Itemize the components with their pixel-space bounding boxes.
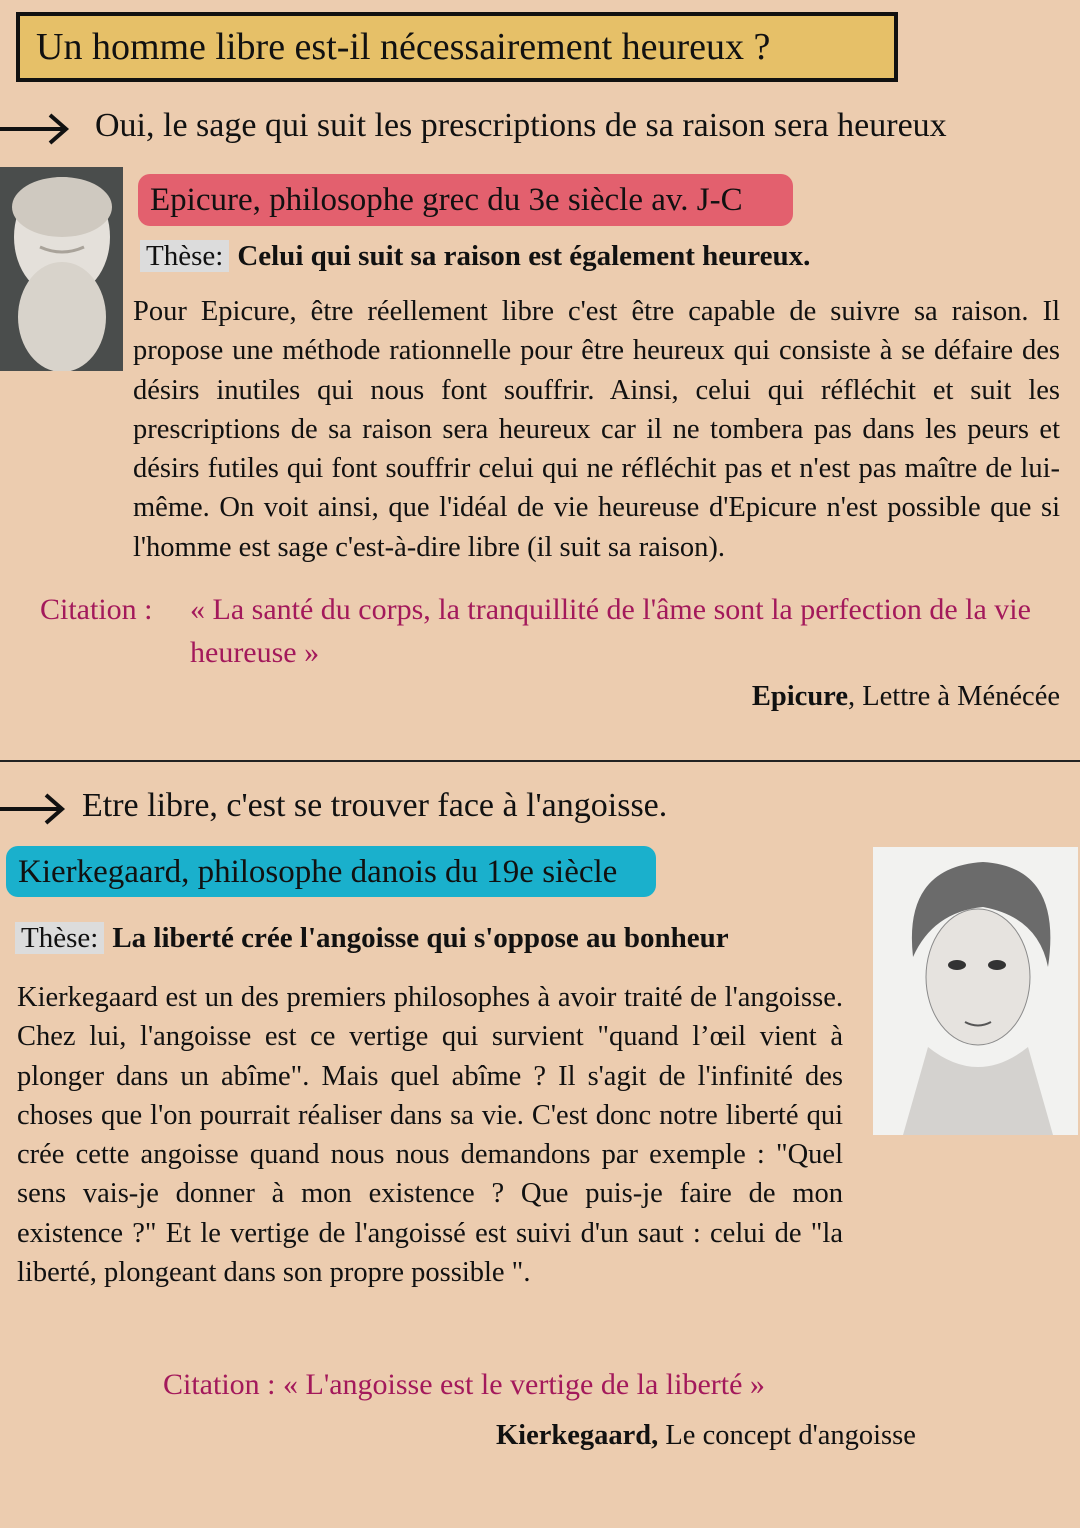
citation-label: Citation : (163, 1368, 276, 1401)
page-title: Un homme libre est-il nécessairement heureux ? (36, 26, 771, 68)
section2-attribution (496, 1418, 916, 1454)
attribution-work: , Lettre à Ménécée (847, 681, 1060, 712)
section2-heading (0, 786, 1080, 830)
these-text: Celui qui suit sa raison est également heureux. (237, 240, 811, 272)
these-tag: Thèse: (15, 922, 104, 954)
section-divider (0, 760, 1080, 762)
section2-body: Kierkegaard est un des premiers philosophes à avoir traité de l'angoisse. Chez lui, l'angoisse est ce vertige qui survient "quand l’œil vient à plonger dans un abîme". Mais quel abîme ? Il s'agit de l'infinité des choses que l'on pourrait réaliser dans sa vie. C'est donc notre liberté qui crée cette angoisse quand nous nous demandons par exemple : "Quel sens vais-je donner à mon existence ? Que puis-je faire de mon existence ?" Et le vertige de l'angoissé est suivi d'un saut : celui de "la liberté, plongeant dans son propre possible ". (17, 982, 843, 1289)
section1-citation (40, 588, 1060, 674)
citation-text: « L'angoisse est le vertige de la liberté » (283, 1368, 765, 1401)
epicure-label: Epicure, philosophe grec du 3e siècle av. J-C (138, 174, 793, 226)
section1-attribution (752, 679, 1060, 715)
title-box (16, 12, 898, 82)
epicure-bust-image (0, 167, 123, 371)
section2-citation (163, 1363, 765, 1406)
kierkegaard-portrait-image (873, 847, 1078, 1135)
section1-body: Pour Epicure, être réellement libre c'est être capable de suivre sa raison. Il propose une méthode rationnelle pour être heureux qui consiste à se défaire des désirs inutiles qui nous font souffrir. Ainsi, celui qui réfléchit et suit les prescriptions de sa raison sera heureux car il ne tombera pas dans les peurs et désirs futiles qui font souffrir celui qui ne réfléchit pas et n'est pas maître de lui-même. On voit ainsi, que l'idéal de vie heureuse d'Epicure n'est possible que si l'homme est sage c'est-à-dire libre (il suit sa raison). (133, 296, 1060, 563)
these-text: La liberté crée l'angoisse qui s'oppose au bonheur (112, 922, 729, 954)
section2-these (15, 920, 729, 956)
section1-these (140, 238, 810, 274)
arrow-right-icon (0, 112, 70, 146)
section1-heading-text: Oui, le sage qui suit les prescriptions de sa raison sera heureux (95, 107, 947, 144)
kierkegaard-label: Kierkegaard, philosophe danois du 19e siècle (6, 846, 656, 897)
attribution-author: Kierkegaard, (496, 1420, 659, 1451)
attribution-author: Epicure (751, 681, 848, 712)
section2-heading-text: Etre libre, c'est se trouver face à l'angoisse. (82, 787, 668, 824)
arrow-right-icon (0, 792, 66, 826)
section1-heading (0, 106, 1080, 150)
citation-label: Citation : (40, 593, 153, 626)
these-tag: Thèse: (140, 240, 229, 272)
citation-text: « La santé du corps, la tranquillité de l'âme sont la perfection de la vie heureuse » (190, 593, 1031, 669)
attribution-work: Le concept d'angoisse (658, 1420, 916, 1451)
